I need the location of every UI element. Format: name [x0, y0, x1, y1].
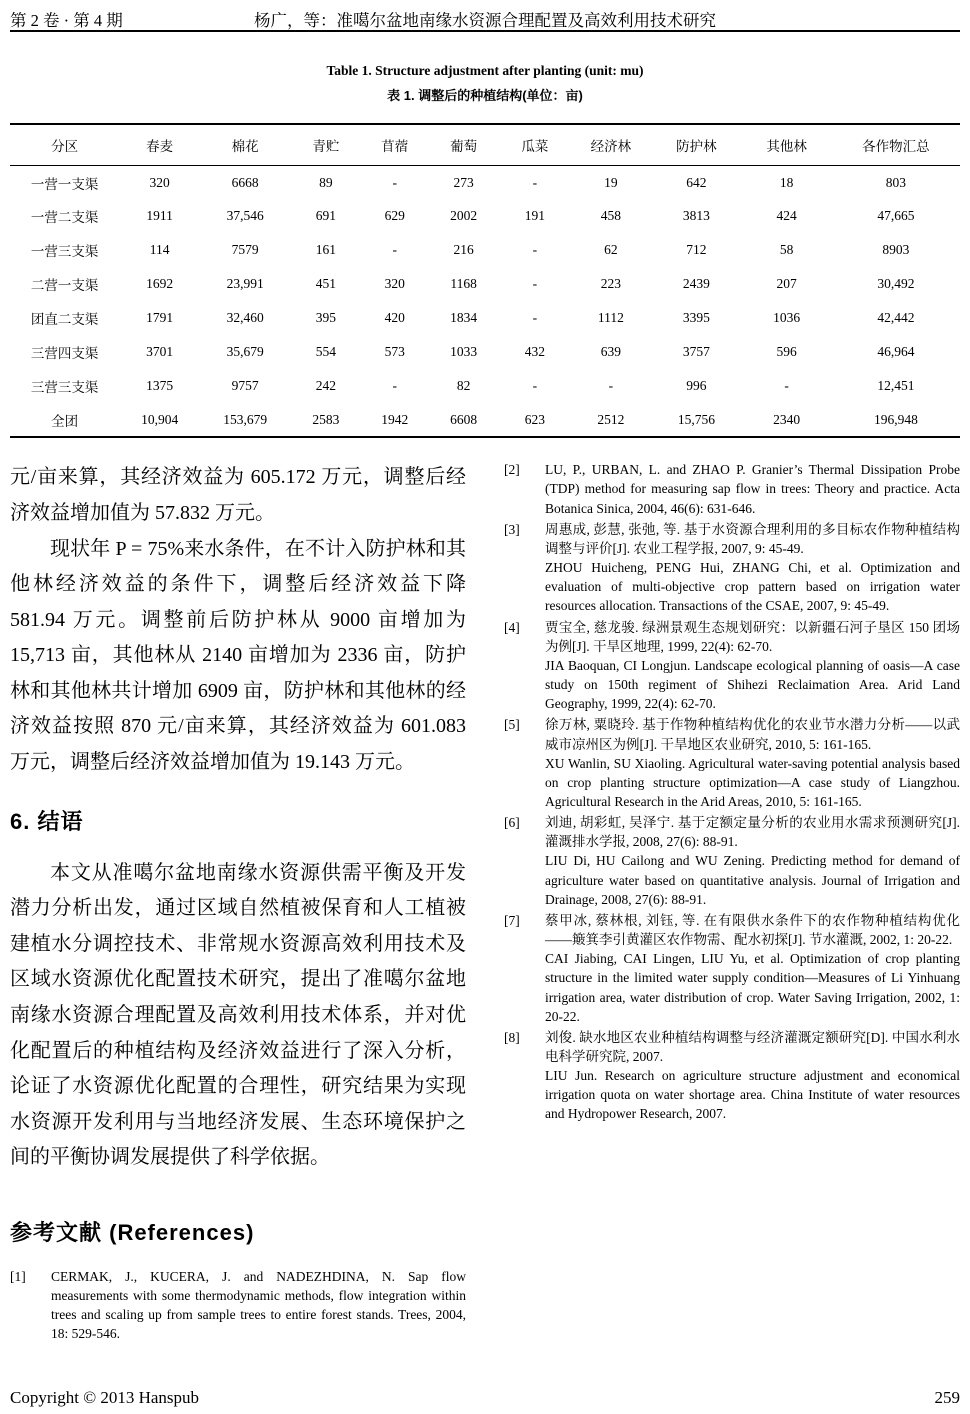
table-row [10, 301, 960, 335]
column-header: 各作物汇总 [832, 124, 960, 165]
table-row [10, 403, 960, 437]
table-cell: 3395 [682, 310, 710, 326]
table-cell: 团直二支渠 [30, 312, 99, 328]
table-row [10, 267, 960, 301]
table-cell: 18 [779, 174, 794, 190]
table-row [10, 369, 960, 403]
table-caption [10, 58, 960, 108]
table-cell: 803 [885, 174, 906, 190]
column-header: 葡萄 [428, 124, 499, 165]
table-row [10, 335, 960, 369]
table-cell: 3757 [682, 344, 710, 360]
table-cell: 35,679 [226, 344, 264, 360]
reference-item [504, 460, 960, 517]
table-cell: 458 [600, 208, 621, 224]
table-caption-en: Table 1. Structure adjustment after planting (unit: mu) [326, 63, 644, 78]
table-cell: 3813 [682, 208, 710, 224]
reference-number: [1] [10, 1269, 26, 1285]
table-cell: 37,546 [226, 208, 264, 224]
reference-item [504, 618, 960, 714]
table-cell: 639 [600, 344, 621, 360]
table-cell: 1112 [597, 310, 624, 326]
table-cell: 1942 [362, 403, 429, 437]
table-cell: 1834 [450, 310, 478, 326]
reference-text [545, 520, 960, 616]
reference-item [504, 715, 960, 811]
copyright-text: Copyright © 2013 Hanspub [10, 1388, 200, 1407]
page-number: 259 [934, 1388, 960, 1407]
table-cell: 161 [315, 242, 336, 258]
table-cell: 10,904 [119, 403, 200, 437]
table-cell: 9757 [231, 378, 259, 394]
table-cell: 1911 [146, 208, 173, 224]
references-list-left [10, 1267, 466, 1344]
column-header: 苜蓿 [362, 124, 429, 165]
table-cell: 30,492 [877, 276, 915, 292]
reference-part: CAI Jiabing, CAI Lingen, LIU Yu, et al. Optimization of crop planting structure in the limited water supply condition—Measures of Li Yinhuang irrigation area, water distribution of crop. Water Saving Irrigation, 2002, 1: 20-22. [545, 951, 960, 1024]
references-heading: 参考文献 (References) [10, 1220, 255, 1246]
references-list-right [504, 460, 960, 1123]
table-cell: - [532, 276, 538, 292]
table-cell: 19 [604, 174, 618, 190]
table-cell: 12,451 [877, 378, 915, 394]
table-cell: 395 [315, 310, 336, 326]
reference-part: LIU Jun. Research on agriculture structure adjustment and economical irrigation quota on water shortage area. China Institute of water resources and Hydropower Research, 2007. [545, 1068, 960, 1122]
right-column [504, 460, 960, 1345]
reference-number: [5] [504, 717, 520, 733]
table-cell: 3701 [146, 344, 174, 360]
running-header [10, 0, 960, 32]
table-cell: 7579 [231, 242, 259, 258]
column-header: 经济林 [571, 124, 652, 165]
table-cell: 三营四支渠 [30, 346, 99, 362]
table-cell: 全团 [10, 403, 119, 437]
reference-part: JIA Baoquan, CI Longjun. Landscape ecological planning of oasis—A case study on 150th regiment of Shihezi Reclaimation Area. Arid Land Geography, 1999, 22(4): 62-70. [545, 657, 960, 712]
table-cell: 691 [315, 208, 336, 224]
table-cell: 2583 [290, 403, 361, 437]
body-paragraph: 本文从准噶尔盆地南缘水资源供需平衡及开发潜力分析出发，通过区域自然植被保育和人工植被建植水分调控技术、非常规水资源高效利用技术及区域水资源优化配置技术研究，提出了准噶尔盆地南缘水资源合理配置及高效利用技术体系，并对优化配置后的种植结构及经济效益进行了深入分析，论证了水资源优化配置的合理性，研究结果为实现水资源开发利用与当地经济发展、生态环境保护之间的平衡协调发展提供了科学依据。 [10, 861, 466, 1169]
table-body [10, 165, 960, 437]
table-cell: 420 [384, 310, 405, 326]
reference-text [545, 911, 960, 1026]
table-cell: 一营三支渠 [30, 244, 99, 260]
reference-number: [4] [504, 619, 520, 635]
column-header: 防护林 [651, 124, 741, 165]
reference-part: CERMAK, J., KUCERA, J. and NADEZHDINA, N. Sap flow measurements with some thermodynamic methods, flow integration within trees and scaling up from sample trees to entire forest stands. Trees, 2004, 18: 529-546. [51, 1269, 466, 1342]
table-cell: 8903 [882, 242, 910, 258]
left-column [10, 460, 466, 1345]
table-cell: 89 [319, 174, 333, 190]
table-cell: 320 [384, 276, 405, 292]
reference-part: 贾宝全, 慈龙骏. 绿洲景观生态规划研究：以新疆石河子垦区 150 团场为例[J]. 干旱区地理, 1999, 22(4): 62-70. [545, 619, 960, 654]
table-cell: 42,442 [877, 310, 915, 326]
table-cell: 二营一支渠 [30, 278, 99, 294]
reference-part: LU, P., URBAN, L. and ZHAO P. Granier’s Thermal Dissipation Probe (TDP) method for measuring sap flow in trees: Theory and practice. Acta Botanica Sinica, 2004, 46(6): 631-646. [545, 462, 960, 516]
column-header: 春麦 [119, 124, 200, 165]
reference-text [545, 813, 960, 909]
table-row [10, 233, 960, 267]
reference-part: 刘迪, 胡彩虹, 吴泽宁. 基于定额定量分析的农业用水需求预测研究[J]. 灌溉排水学报, 2008, 27(6): 88-91. [545, 815, 960, 850]
table-cell: 1791 [146, 310, 174, 326]
table-cell: 32,460 [226, 310, 264, 326]
table-cell: 46,964 [877, 344, 915, 360]
table-cell: 一营二支渠 [30, 210, 99, 226]
table-cell: 573 [384, 344, 405, 360]
table-cell: 2439 [682, 276, 710, 292]
reference-item [10, 1267, 466, 1344]
column-header: 瓜菜 [499, 124, 570, 165]
table-cell: 2512 [571, 403, 652, 437]
reference-part: 周惠成, 彭慧, 张弛, 等. 基于水资源合理利用的多目标农作物种植结构调整与评价[J]. 农业工程学报, 2007, 9: 45-49. [545, 521, 960, 556]
table-cell: 223 [600, 276, 621, 292]
column-header: 分区 [10, 124, 119, 165]
table-cell: 三营三支渠 [30, 380, 99, 396]
table-cell: 114 [149, 242, 170, 258]
table-cell: 642 [686, 174, 707, 190]
table-cell: 15,756 [651, 403, 741, 437]
column-header: 棉花 [200, 124, 290, 165]
table-cell: 216 [453, 242, 474, 258]
reference-text [545, 1028, 960, 1124]
table-head [10, 124, 960, 165]
table-cell: 47,665 [877, 208, 915, 224]
reference-part: XU Wanlin, SU Xiaoling. Agricultural water-saving potential analysis based on crop planting structure optimization—A case study of Liangzhou. Agricultural Research in the Arid Areas, 2010, 5: 161-165. [545, 755, 960, 809]
table-cell: 996 [686, 378, 707, 394]
table-cell: 62 [604, 242, 618, 258]
table-cell: 191 [524, 208, 545, 224]
body-paragraph: 元/亩来算，其经济效益为 605.172 万元，调整后经济效益增加值为 57.832 万元。 [10, 466, 466, 524]
table-cell: 623 [499, 403, 570, 437]
table-cell: 1692 [146, 276, 174, 292]
running-title: 杨广，等：准噶尔盆地南缘水资源合理配置及高效利用技术研究 [254, 11, 716, 30]
table-cell: 153,679 [200, 403, 290, 437]
table-cell: 1036 [773, 310, 801, 326]
reference-item [504, 1028, 960, 1124]
reference-number: [3] [504, 521, 520, 537]
table-cell: 1375 [146, 378, 174, 394]
structure-adjustment-table [10, 123, 960, 438]
body-paragraph: 现状年 P = 75%来水条件，在不计入防护林和其他林经济效益的条件下，调整后经济效益下降 581.94 万元。调整前后防护林从 9000 亩增加为 15,713 亩，其他林从 2140 亩增加为 2336 亩，防护林和其他林共计增加 6909 亩，防护林和其他林的经济效益按照 870 元/亩来算，其经济效益为 601.083 万元，调整后经济效益增加值为 19.143 万元。 [10, 537, 466, 774]
reference-part: 蔡甲冰, 蔡林根, 刘钰, 等. 在有限供水条件下的农作物种植结构优化——簸箕李引黄灌区农作物需、配水初探[J]. 节水灌溉, 2002, 1: 20-22. [545, 912, 960, 948]
reference-item [504, 520, 960, 616]
table-row [10, 199, 960, 233]
reference-part: ZHOU Huicheng, PENG Hui, ZHANG Chi, et al. Optimization and evaluation of multi-objective crop pattern based on irrigation water resources allocation. Transactions of the CSAE, 2007, 9: 45-49. [545, 560, 960, 614]
table-cell: - [532, 242, 538, 258]
table-cell: 2002 [450, 208, 478, 224]
volume-issue: 第 2 卷 · 第 4 期 [10, 11, 123, 30]
reference-part: LIU Di, HU Cailong and WU Zening. Predicting method for demand of agriculture water based on quantitative analysis. Journal of Irrigation and Drainage, 2008, 27(6): 88-91. [545, 853, 960, 907]
table-cell: 207 [776, 276, 797, 292]
table-cell: 451 [315, 276, 336, 292]
reference-number: [7] [504, 912, 520, 928]
table-header-row [10, 124, 960, 165]
reference-text [51, 1267, 466, 1344]
column-header: 青贮 [290, 124, 361, 165]
table-cell: - [784, 378, 789, 394]
two-column-body [10, 460, 960, 1345]
reference-item [504, 813, 960, 909]
table-cell: 82 [456, 378, 471, 394]
reference-text [545, 618, 960, 714]
table-cell: 320 [149, 174, 170, 190]
table-cell: 6668 [231, 174, 259, 190]
table-cell: - [392, 378, 397, 394]
table-row [10, 165, 960, 199]
table-cell: 2340 [742, 403, 832, 437]
table-cell: - [608, 378, 614, 394]
table-cell: - [532, 174, 538, 190]
table-cell: 6608 [428, 403, 499, 437]
table-cell: 196,948 [832, 403, 960, 437]
reference-number: [2] [504, 462, 520, 478]
table-cell: 23,991 [226, 276, 264, 292]
reference-item [504, 911, 960, 1026]
reference-number: [6] [504, 815, 520, 831]
table-cell: 424 [776, 208, 797, 224]
table-cell: 1033 [450, 344, 478, 360]
table-cell: 554 [315, 344, 336, 360]
column-header: 其他林 [742, 124, 832, 165]
table-cell: 432 [524, 344, 545, 360]
table-cell: - [532, 310, 538, 326]
reference-number: [8] [504, 1029, 520, 1045]
table-cell: 一营一支渠 [30, 176, 99, 192]
table-cell: - [532, 378, 538, 394]
table-cell: 273 [453, 174, 474, 190]
section-heading-conclusion: 6. 结语 [10, 808, 84, 834]
table-cell: 629 [384, 208, 405, 224]
reference-text [545, 460, 960, 517]
table-cell: - [392, 242, 397, 258]
page-footer [10, 1388, 960, 1408]
reference-text [545, 715, 960, 811]
table-caption-zh: 表 1. 调整后的种植结构(单位：亩) [387, 87, 583, 103]
table-cell: 712 [686, 242, 707, 258]
table-cell: - [392, 174, 397, 190]
table-cell: 58 [779, 242, 794, 258]
table-cell: 596 [776, 344, 797, 360]
reference-part: 刘俊. 缺水地区农业种植结构调整与经济灌溉定额研究[D]. 中国水利水电科学研究院, 2007. [545, 1029, 960, 1065]
reference-part: 徐万林, 粟晓玲. 基于作物种植结构优化的农业节水潜力分析——以武威市凉州区为例[J]. 干旱地区农业研究, 2010, 5: 161-165. [545, 717, 960, 752]
table-cell: 242 [315, 378, 336, 394]
table-cell: 1168 [450, 276, 477, 292]
